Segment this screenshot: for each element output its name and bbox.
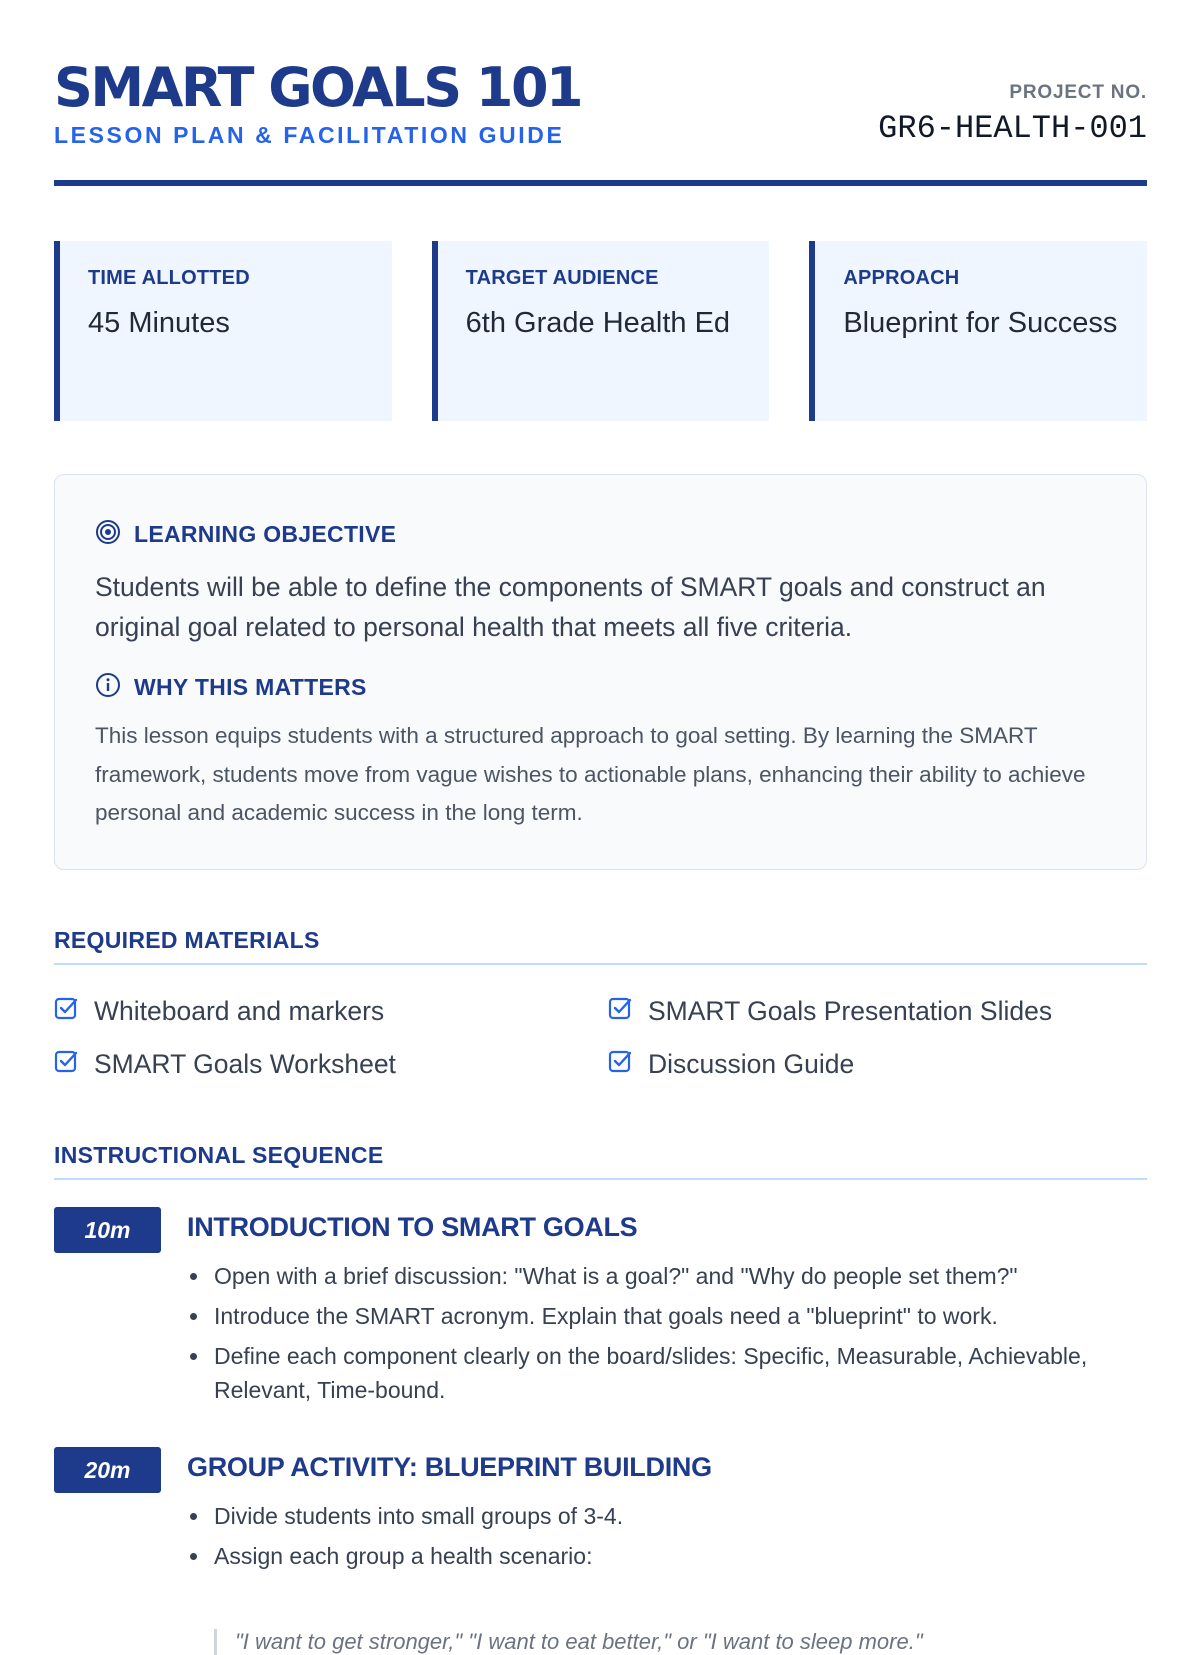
target-audience-card	[432, 241, 770, 421]
step-bullets	[187, 1259, 1134, 1413]
target-icon	[95, 519, 121, 550]
info-icon	[95, 672, 121, 703]
materials-divider	[54, 963, 1147, 965]
info-cards	[54, 241, 1147, 421]
checkbox-icon	[608, 1048, 634, 1081]
learning-objective-label: LEARNING OBJECTIVE	[134, 521, 397, 547]
material-label: SMART Goals Presentation Slides	[648, 996, 1053, 1026]
card-value: 45 Minutes	[88, 307, 230, 339]
material-label: SMART Goals Worksheet	[94, 1049, 396, 1079]
materials-heading: REQUIRED MATERIALS	[54, 927, 320, 953]
checkbox-icon	[608, 995, 634, 1028]
checkbox-icon	[54, 995, 80, 1028]
material-item	[608, 1048, 854, 1081]
material-item	[54, 995, 384, 1028]
step-bullet: Open with a brief discussion: "What is a goal?" and "Why do people set them?"	[214, 1259, 1134, 1293]
page-subtitle: LESSON PLAN & FACILITATION GUIDE	[54, 122, 565, 148]
time-allotted-card	[54, 241, 392, 421]
sequence-step	[54, 1207, 1147, 1403]
why-this-matters-label: WHY THIS MATTERS	[134, 674, 367, 700]
duration-badge: 20m	[54, 1447, 161, 1493]
card-label: TARGET AUDIENCE	[465, 267, 659, 289]
project-number-label: PROJECT NO.	[1009, 82, 1147, 103]
material-label: Discussion Guide	[648, 1049, 855, 1079]
sequence-divider	[54, 1178, 1147, 1180]
sequence-step	[54, 1447, 1147, 1654]
step-bullet: Define each component clearly on the board/slides: Specific, Measurable, Achievable, Relevant, Time-bound.	[214, 1339, 1134, 1407]
header-divider	[54, 180, 1147, 186]
step-title: GROUP ACTIVITY: BLUEPRINT BUILDING	[187, 1452, 712, 1482]
card-label: TIME ALLOTTED	[88, 267, 250, 289]
step-title: INTRODUCTION TO SMART GOALS	[187, 1212, 638, 1242]
sequence-heading: INSTRUCTIONAL SEQUENCE	[54, 1142, 384, 1168]
page-title: SMART GOALS 101	[54, 56, 582, 119]
step-bullet: Assign each group a health scenario:	[214, 1539, 1134, 1573]
step-bullet: Introduce the SMART acronym. Explain that goals need a "blueprint" to work.	[214, 1299, 1134, 1333]
checkbox-icon	[54, 1048, 80, 1081]
card-value: 6th Grade Health Ed	[465, 307, 731, 339]
page-header	[54, 52, 1147, 186]
step-bullets	[187, 1499, 1134, 1579]
approach-card	[809, 241, 1147, 421]
material-item	[608, 995, 1052, 1028]
duration-badge: 10m	[54, 1207, 161, 1253]
objective-panel	[54, 474, 1147, 870]
learning-objective-text: Students will be able to define the components of SMART goals and construct an original goal related to personal health that meets all five criteria.	[95, 572, 1046, 642]
why-this-matters-text: This lesson equips students with a structured approach to goal setting. By learning the SMART framework, students move from vague wishes to actionable plans, enhancing their ability to achieve personal and academic success in the long term.	[95, 723, 1086, 825]
card-value: Blueprint for Success	[843, 307, 1118, 339]
step-bullet: Divide students into small groups of 3-4.	[214, 1499, 1134, 1533]
project-number: GR6-HEALTH-001	[878, 110, 1147, 147]
learning-objective-heading	[95, 519, 396, 550]
material-item	[54, 1048, 396, 1081]
material-label: Whiteboard and markers	[94, 996, 385, 1026]
card-label: APPROACH	[843, 267, 960, 289]
scenario-quote: "I want to get stronger," "I want to eat better," or "I want to sleep more."	[214, 1629, 923, 1655]
why-this-matters-heading	[95, 672, 367, 703]
